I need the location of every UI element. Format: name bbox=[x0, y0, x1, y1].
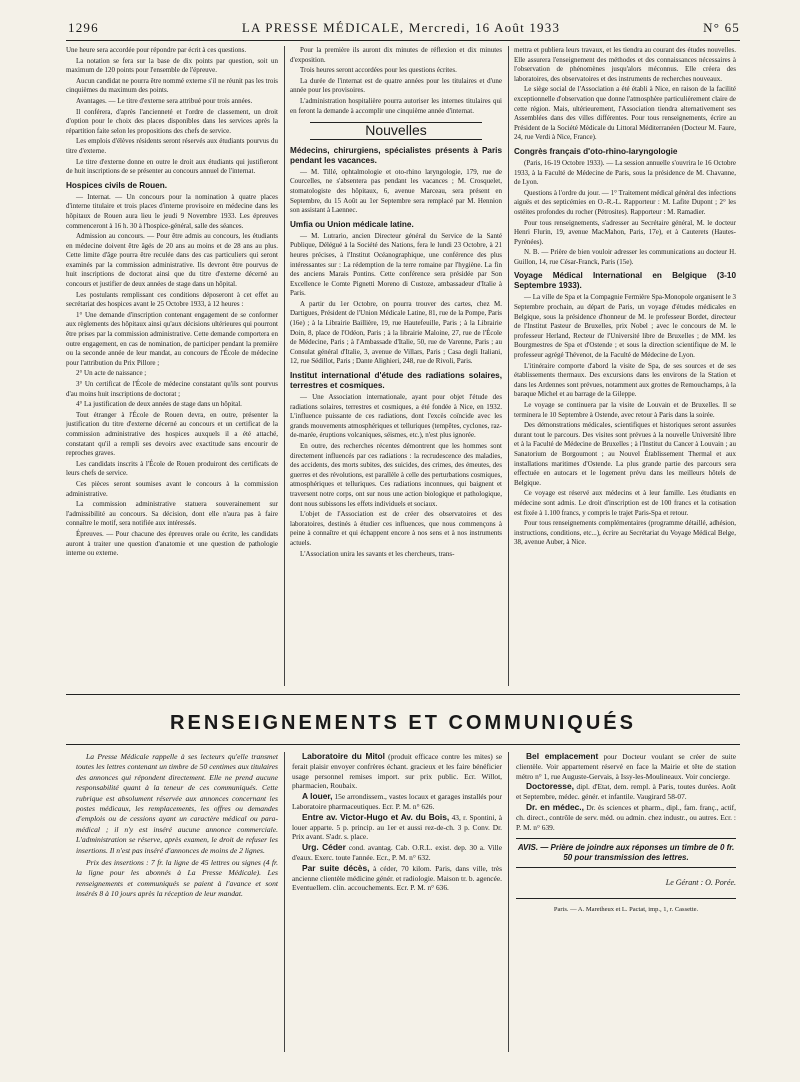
paragraph: Admission au concours. — Pour être admis au concours, les étudiants en médecine doivent être âgés de 20 ans au moins et de 28 ans au plus. Cette limite d'âge pourra être reculée dans des cas particuliers qui seront examinés par la commission administrative. Ils devront être pourvus de huit inscriptions de doctorat ainsi que du titre d'externe décerné au concours et justifier de deux années de stage dans un hôpital. bbox=[66, 232, 278, 289]
article-heading: Hospices civils de Rouen. bbox=[66, 180, 168, 190]
paragraph: N. B. — Prière de bien vouloir adresser les communications au docteur H. Guillon, 14, rue César-Franck, Paris (15e). bbox=[514, 248, 736, 266]
paragraph: Une heure sera accordée pour répondre par écrit à ces questions. bbox=[66, 46, 247, 54]
paragraph: Pour tous renseignements complémentaires (programme détaillé, adhésion, instructions, conditions, etc...), écrire au Secrétariat du Voyage Médical Belge, 38, avenue Auber, à Nice. bbox=[514, 519, 736, 547]
paragraph: Les candidats inscrits à l'École de Rouen produiront des certificats de leurs chefs de service. bbox=[66, 459, 278, 478]
paragraph: 1° Une demande d'inscription contenant engagement de se conformer aux règlements des hôpitaux ainsi qu'aux décisions ultérieures qui pourront être prises par la commission administrative. Cette demande comportera en outre engagement, en cas de nomination, de participer pendant la première ou la seconde année de leur mandat, au concours de l'École de médecine pour l'attribution du Prix Pillore ; bbox=[66, 310, 278, 367]
article-heading: Voyage Médical International en Belgique (3-10 Septembre 1933). bbox=[514, 271, 736, 291]
ad-lead: Bel emplacement bbox=[526, 752, 599, 761]
paragraph: Pour tous renseignements, s'adresser au Secrétaire général, M. le docteur Henri Flurin, 19, avenue MacMahon, Paris, 17e), et à Cauterets (Hautes-Pyrénées). bbox=[514, 218, 736, 246]
paragraph: La durée de l'internat est de quatre années pour les titulaires et d'une année pour les provisoires. bbox=[290, 76, 502, 95]
ad-lead: Doctoresse, bbox=[526, 781, 574, 792]
paragraph: Trois heures seront accordées pour les questions écrites. bbox=[300, 66, 457, 75]
ads-column-right bbox=[516, 752, 736, 1072]
paragraph: Avantages. — Le titre d'externe sera attribué pour trois années. bbox=[76, 96, 253, 105]
paragraph: La notation se fera sur la base de dix points par question, soit un maximum de 120 points pour l'ensemble de l'épreuve. bbox=[66, 56, 278, 75]
paragraph: — M. Tillé, ophtalmologie et oto-rhino laryngologie, 179, rue de Courcelles, ne s'absentera pas pendant les vacances ; M. Crosquelet, stomatologiste des hôpitaux, 6, avenue Marceau, sera présent en Septembre, du 15 Août au 1er Septembre sera remplacé par M. Hennion son assistant à Laennec. bbox=[290, 167, 502, 215]
ad-lead: Par suite décès, bbox=[302, 862, 370, 873]
paragraph: Le siège social de l'Association a été établi à Nice, en raison de la facilité exceptionnelle d'observation que donne l'atmosphère particulièrement claire de cette région. Mais, ultérieurement, l'Association tiendra alternativement ses Assemblées dans des villes différentes. Pour tous renseignements, écrire au Président de la Société Médicale du Littoral Méditerranéen (Docteur M. Faure, 24, rue Verdi à Nice, France). bbox=[514, 85, 736, 142]
paragraph: Ce voyage est réservé aux médecins et à leur famille. Les étudiants en médecine sont admis. Le droit d'inscription est de 100 francs et la cotisation est fixée à 1.100 francs, y compris le trajet Paris-Spa et retour. bbox=[514, 489, 736, 517]
paragraph: — M. Lutrario, ancien Directeur général du Service de la Santé Publique, Délégué à la Société des Nations, fera le lundi 23 Octobre, à 21 heures précises, à l'Institut Océanographique, une conférence des plus intéressantes sur : La rédemption de la terre romaine par l'hygiène. La fin des anciens Marais Pontins. Cette conférence sera présidée par Son Excellence le Comte Pignetti Moreno di Custoze, ambassadeur d'Italie à Paris. bbox=[290, 231, 502, 298]
renseignements-heading: RENSEIGNEMENTS ET COMMUNIQUÉS bbox=[170, 712, 636, 734]
classified-ad bbox=[292, 843, 502, 863]
ad-text: cond. avantag. Cab. O.R.L. exist. dep. 30 a. Ville d'eaux. Exerc. toute l'année. Ecr., P. M. n° 632. bbox=[292, 843, 502, 862]
section-rule bbox=[66, 744, 740, 745]
column-divider bbox=[284, 46, 285, 686]
paragraph: L'Association unira les savants et les chercheurs, trans- bbox=[300, 549, 455, 558]
column-1 bbox=[66, 46, 278, 686]
paragraph: L'objet de l'Association est de créer des observatoires et des laboratoires, destinés à étudier ces influences, que nous commençons à peine à connaître et qui échappent encore à nos sens et à nos instruments actuels. bbox=[290, 510, 502, 547]
paragraph: — Une Association internationale, ayant pour objet l'étude des radiations solaires, terrestres et cosmiques, a été fondée à Nice, en 1932. L'influence puissante de ces radiations, dont l'excès coïncide avec les grands mouvements atmosphériques et telluriques (tempêtes, cyclones, raz-de-marée, éruptions volcaniques, séismes, etc.), n'est plus ignorée. bbox=[290, 393, 502, 440]
gerant-line: Le Gérant : O. Porée. bbox=[665, 878, 736, 888]
paragraph: A partir du 1er Octobre, on pourra trouver des cartes, chez M. Dartigues, Président de l'Union Médicale Latine, 81, rue de la Pompe, Paris (16e) ; à la Librairie Baillière, 19, rue Hautefeuille, Paris ; à la Librairie Doin, 8, place de l'Odéon, Paris ; à la librairie Maloine, 27, rue de l'École de Médecine, Paris ; à l'Ambassade d'Italie, 50, rue de Varenne, Paris ; au Consulat général d'Italie, 3, avenue de Villars, Paris ; Casa degli Italiani, 12, rue Sédillot, Paris ; Dante Alighieri, 248, rue de Rivoli, Paris. bbox=[290, 299, 502, 366]
paragraph: 3° Un certificat de l'École de médecine constatant qu'ils sont pourvus d'au moins huit inscriptions de doctorat ; bbox=[66, 380, 278, 398]
paragraph: Aucun candidat ne pourra être nommé externe s'il ne réunit pas les trois cinquièmes du maximum des points. bbox=[66, 76, 278, 95]
journal-title: LA PRESSE MÉDICALE, Mercredi, 16 Août 1933 bbox=[241, 20, 561, 35]
paragraph: — Internat. — Un concours pour la nomination à quatre places d'interne titulaire et trois places d'interne provisoire en médecine dans les hôpitaux de Rouen aura lieu le jeudi 9 Novembre 1933. Les épreuves commenceront à 16 h. 30 à l'hospice-général, salle des séances. bbox=[66, 192, 278, 230]
ad-lead: Entre av. Victor-Hugo et Av. du Bois, bbox=[302, 811, 450, 822]
column-3 bbox=[514, 46, 736, 686]
paragraph: Les postulants remplissant ces conditions déposeront à cet effet au secrétariat des hospices avant le 25 Octobre 1933, à 12 heures : bbox=[66, 290, 278, 309]
ad-lead: Laboratoire du Mitol bbox=[302, 752, 385, 761]
issue-number: N° 65 bbox=[703, 20, 740, 35]
paragraph: Pour la première ils auront dix minutes de réflexion et dix minutes d'exposition. bbox=[290, 46, 502, 64]
paragraph: Les emplois d'élèves résidents seront réservés aux étudiants pourvus du titre d'externe. bbox=[66, 137, 278, 155]
nouvelles-heading: Nouvelles bbox=[310, 122, 482, 140]
article-heading: Congrès français d'oto-rhino-laryngologie bbox=[514, 146, 678, 156]
ad-text: 43, r. Spontini, à louer apparte. 5 p. princip. au 1er et aussi rez-de-ch. 3 p. Conv. Dr. Prix avant. S'adr. s. place. bbox=[292, 812, 502, 842]
prices-text: Prix des insertions : 7 fr. la ligne de 45 lettres ou signes (4 fr. la ligne pour les abonnés à La Presse Médicale). Les renseignements et communiqués se paient à l'avance et sont insérés 8 à 10 jours après la réception de leur mandat. bbox=[76, 858, 278, 899]
paragraph: Il conférera, d'après l'ancienneté et l'ordre de classement, un droit d'option pour le choix des places disponibles dans les services après la répartition faite selon les propositions des chefs de service. bbox=[66, 107, 278, 135]
article-heading: Médecins, chirurgiens, spécialistes présents à Paris pendant les vacances. bbox=[290, 145, 502, 165]
ads-column-middle bbox=[292, 752, 502, 1072]
paragraph: Questions à l'ordre du jour. — 1° Traitement médical général des infections aiguës et des septicémies en O.-R.-L. Rapporteur : M. Lafite Dupont ; 2° les ostéites profondes du rocher (Pétrosites). Rapporteur : M. Ramadier. bbox=[514, 188, 736, 216]
notice-text: La Presse Médicale rappelle à ses lecteurs qu'elle transmet toutes les lettres contenant un timbre de 50 centimes aux titulaires des annonces qui répondent directement. Elle ne prend aucune responsabilité quant à la teneur de ces communiqués. Cette rubrique est absolument réservée aux annonces concernant les postes médicaux, les remplacements, les offres ou demandes d'emplois ou de cessions ayant un caractère médical ou para-médical ; il n'y est inséré aucune annonce commerciale. L'administration se réserve, après examen, le droit de refuser les insertions. Il n'est pas inséré d'annonces de moins de 2 lignes. bbox=[76, 752, 278, 855]
paragraph: Des démonstrations médicales, scientifiques et historiques seront assurées durant tout le parcours. Des visites sont prévues à la nouvelle Université libre et à la Faculté de Médecine de Bruxelles ; à l'Institut du Cancer à Louvain ; au Sanatorium de Borgoumont ; au Nouvel Établissement Thermal et aux installations maritimes d'Ostende. La plus grande partie des parcours sera effectuée en autocars et le logement prévu dans les meilleurs hôtels de Belgique. bbox=[514, 421, 736, 487]
page-number: 1296 bbox=[68, 20, 99, 35]
paragraph: 4° La justification de deux années de stage dans un hôpital. bbox=[76, 400, 242, 409]
ad-text: 15e arrondissem., vastes locaux et garages installés pour Laboratoire pharmaceutiques. Ecr. P. M. n° 626. bbox=[292, 792, 502, 811]
paragraph: — La ville de Spa et la Compagnie Fermière Spa-Monopole organisent le 3 Septembre prochain, au départ de Paris, un voyage d'études médicales en Belgique, sous la présidence d'honneur de M. le professeur Bordet, directeur de l'Institut Pasteur de Bruxelles, prix Nobel ; avec le concours de M. le professeur Herland, Recteur de l'Université libre de Bruxelles ; de MM. les Bourgmestres de Spa et d'Ostende ; et sous la direction scientifique de M. le professeur agrégé Thévenot, de la Faculté de Médecine de Lyon. bbox=[514, 293, 736, 360]
article-heading: Institut international d'étude des radiations solaires, terrestres et cosmiques. bbox=[290, 371, 502, 391]
paragraph: Épreuves. — Pour chacune des épreuves orale ou écrite, les candidats auront à traiter une question d'anatomie et une question de pathologie interne ou externe. bbox=[66, 529, 278, 558]
ad-lead: Dr. en médec., bbox=[526, 801, 584, 812]
ad-text: dipl. d'Etat, dem. rempl. à Paris, toutes durées. Août et Septembre, médec. génér. et infantile. Vaugirard 58-07. bbox=[516, 782, 736, 802]
column-2-news bbox=[290, 146, 502, 559]
classified-ad bbox=[292, 864, 502, 893]
paragraph: L'itinéraire comporte d'abord la visite de Spa, de ses sources et de ses établissements thermaux. Des excursions dans les environs de la Station et dans les Ardennes sont prévues, notamment aux grottes de Remouchamps, à la baraque Michel et au barrage de la Gileppe. bbox=[514, 361, 736, 399]
page-header bbox=[68, 20, 740, 38]
ad-text: pour Docteur voulant se créer de suite clientèle. Voir appartement réservé en face la Mairie et tête de station métro n° 1, rue Auguste-Gervais, à Issy-les-Moulineaux. Voir concierge. bbox=[516, 752, 736, 781]
paragraph: 2° Un acte de naissance ; bbox=[76, 369, 147, 378]
paragraph: Tout étranger à l'École de Rouen devra, en outre, présenter la justification du titre d'externe décerné au concours et un certificat de la commission administrative des hospices auxquels il a été attaché, constatant qu'il a rempli ses devoirs avec exactitude sans encourir de reproches graves. bbox=[66, 410, 278, 458]
paragraph: L'administration hospitalière pourra autoriser les internes titulaires qui en feront la demande à accomplir une cinquième année d'internat. bbox=[290, 96, 502, 115]
paragraph: Le titre d'externe donne en outre le droit aux étudiants qui justifieront de huit inscriptions de se présenter au concours annuel de l'internat. bbox=[66, 157, 278, 176]
classified-ad bbox=[516, 803, 736, 832]
header-rule bbox=[66, 40, 740, 41]
avis-notice: AVIS. — Prière de joindre aux réponses un timbre de 0 fr. 50 pour transmission des lettres. bbox=[516, 838, 736, 868]
article-heading: Umfia ou Union médicale latine. bbox=[290, 219, 414, 229]
classified-ad bbox=[516, 782, 736, 802]
paragraph: En outre, des recherches récentes démontrent que les hommes sont directement influencés par ces radiations : la recrudescence des maladies, des accidents, des morts subites, des suicides, des crimes, des émeutes, des guerres et des révolutions, est parallèle à celle des perturbations cosmiques, atmosphériques et telluriques. Ces radiations inconnues, qui baignent et traversent notre corps, ont sur nous une action biologique et pathologique, dont nous subissons les effets individuels et sociaux. bbox=[290, 442, 502, 508]
classified-ad bbox=[292, 813, 502, 842]
ad-lead: Urg. Céder bbox=[302, 842, 346, 853]
paragraph: Le voyage se continuera par la visite de Louvain et de Bruxelles. Il se terminera le 10 Septembre à Ostende, avec retour à Paris dans la soirée. bbox=[514, 401, 736, 419]
column-divider bbox=[508, 752, 509, 1052]
ad-text: à céder, 70 kilom. Paris, dans ville, très ancienne clientèle médicine génér. et radiologie. Maison tr. b. agencée. Eventuellem. clin. accouchements. Ecr. P. M. n° 636. bbox=[292, 863, 502, 893]
column-2-top bbox=[290, 46, 502, 116]
classified-ad bbox=[516, 752, 736, 781]
ad-lead: A louer, bbox=[302, 791, 333, 802]
column-divider bbox=[284, 752, 285, 1052]
notice-column bbox=[76, 752, 278, 1072]
section-rule bbox=[66, 694, 740, 695]
printer-imprint: Paris. — A. Maretheux et L. Pactat, imp., 1, r. Cassette. bbox=[516, 898, 736, 915]
ad-text: Dr. ès sciences et pharm., dipl., fam. franç., actif, ch. direct., contrôle de serv. méd. ou admin. chez industr., ou autres. Ecr. : P. M. n° 639. bbox=[516, 802, 736, 832]
paragraph: La commission administrative statuera souverainement sur l'admissibilité au concours. Sa décision, dont elle n'aura pas à faire connaître le motif, sera notifiée aux intéressés. bbox=[66, 500, 278, 528]
ads-right-list bbox=[516, 752, 736, 832]
classified-ad bbox=[292, 752, 502, 791]
paragraph: mettra et publiera leurs travaux, et les tiendra au courant des études nouvelles. Elle assurera l'enseignement des méthodes et des connaissances nécessaires à l'observation de phénomènes jusqu'alors méconnus. Elle créera des laboratoires, des observatoires et des instruments de recherches nouveaux. bbox=[514, 46, 736, 83]
paragraph: (Paris, 16-19 Octobre 1933). — La session annuelle s'ouvrira le 16 Octobre 1933, à la Faculté de Médecine de Paris, sous la présidence de M. Chavanne, de Lyon. bbox=[514, 158, 736, 187]
column-2 bbox=[290, 46, 502, 686]
classified-ad bbox=[292, 792, 502, 812]
paragraph: Ces pièces seront soumises avant le concours à la commission administrative. bbox=[66, 479, 278, 498]
ad-text: (produit efficace contre les mites) se ferait plaisir envoyer confrères échant. gracieux et les faire bénéficier usage personnel remises import. sur prix public. Ecr. Willot, pharmacien, Roubaix. bbox=[292, 752, 502, 791]
column-divider bbox=[508, 46, 509, 686]
